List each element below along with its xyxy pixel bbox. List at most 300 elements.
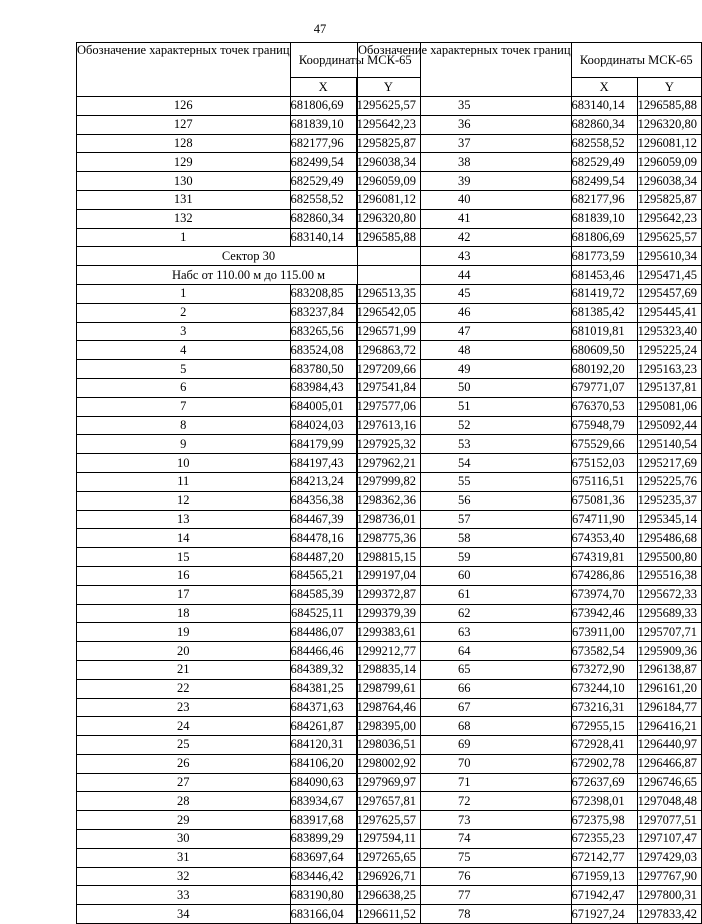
point-number-cell: 61 <box>358 585 572 604</box>
point-number-cell: 128 <box>77 134 291 153</box>
y-coordinate-cell: 1295457,69 <box>637 284 701 303</box>
point-number-cell: 40 <box>358 190 572 209</box>
y-coordinate-cell: 1298002,92 <box>356 754 420 773</box>
x-coordinate-cell: 682529,49 <box>571 153 637 172</box>
table-row <box>358 848 702 867</box>
point-number-cell: 19 <box>77 623 291 642</box>
x-coordinate-cell: 673216,31 <box>571 698 637 717</box>
point-number-cell: 37 <box>358 134 572 153</box>
point-number-cell: 15 <box>77 548 291 567</box>
y-coordinate-cell: 1298835,14 <box>356 660 420 679</box>
x-coordinate-cell: 684525,11 <box>290 604 356 623</box>
y-coordinate-cell: 1296038,34 <box>356 153 420 172</box>
y-coordinate-cell: 1295235,37 <box>637 491 701 510</box>
y-coordinate-cell: 1295500,80 <box>637 548 701 567</box>
x-coordinate-cell: 671927,24 <box>571 905 637 924</box>
x-coordinate-cell: 684120,31 <box>290 736 356 755</box>
point-number-cell: 36 <box>358 115 572 134</box>
table-row <box>358 811 702 830</box>
y-coordinate-cell: 1297833,42 <box>637 905 701 924</box>
y-coordinate-cell: 1295486,68 <box>637 529 701 548</box>
y-coordinate-cell: 1295642,23 <box>637 209 701 228</box>
x-coordinate-cell: 684389,32 <box>290 660 356 679</box>
y-coordinate-cell: 1296081,12 <box>637 134 701 153</box>
point-number-cell: 48 <box>358 341 572 360</box>
point-number-cell: 68 <box>358 717 572 736</box>
x-coordinate-cell: 682529,49 <box>290 172 356 191</box>
y-coordinate-cell: 1296320,80 <box>637 115 701 134</box>
x-coordinate-cell: 675116,51 <box>571 472 637 491</box>
y-coordinate-cell: 1295825,87 <box>356 134 420 153</box>
point-number-cell: 17 <box>77 585 291 604</box>
table-row <box>358 773 702 792</box>
point-number-cell: 70 <box>358 754 572 773</box>
x-coordinate-cell: 683446,42 <box>290 867 356 886</box>
x-coordinate-cell: 683190,80 <box>290 886 356 905</box>
y-coordinate-cell: 1295689,33 <box>637 604 701 623</box>
x-coordinate-cell: 683917,68 <box>290 811 356 830</box>
table-row <box>358 886 702 905</box>
table-row <box>358 867 702 886</box>
table-row <box>358 378 702 397</box>
x-coordinate-cell: 684371,63 <box>290 698 356 717</box>
point-number-cell: 52 <box>358 416 572 435</box>
coordinates-header: Координаты МСК-65 <box>290 43 421 78</box>
y-coordinate-cell: 1297999,82 <box>356 472 420 491</box>
x-coordinate-cell: 681019,81 <box>571 322 637 341</box>
x-coordinate-cell: 683140,14 <box>571 97 637 116</box>
y-coordinate-cell: 1298736,01 <box>356 510 420 529</box>
table-row <box>358 360 702 379</box>
y-coordinate-cell: 1295909,36 <box>637 642 701 661</box>
point-number-cell: 32 <box>77 867 291 886</box>
table-row <box>358 472 702 491</box>
y-coordinate-cell: 1296466,87 <box>637 754 701 773</box>
y-coordinate-cell: 1299383,61 <box>356 623 420 642</box>
point-number-cell: 127 <box>77 115 291 134</box>
x-coordinate-cell: 674353,40 <box>571 529 637 548</box>
table-row <box>358 97 702 116</box>
y-coordinate-cell: 1298775,36 <box>356 529 420 548</box>
point-number-cell: 1 <box>77 228 291 247</box>
x-coordinate-cell: 682558,52 <box>571 134 637 153</box>
point-number-cell: 74 <box>358 830 572 849</box>
x-coordinate-cell: 671959,13 <box>571 867 637 886</box>
y-coordinate-cell: 1295471,45 <box>637 266 701 285</box>
y-coordinate-cell: 1296863,72 <box>356 341 420 360</box>
x-coordinate-cell: 683237,84 <box>290 303 356 322</box>
point-number-cell: 42 <box>358 228 572 247</box>
point-number-cell: 73 <box>358 811 572 830</box>
point-number-cell: 77 <box>358 886 572 905</box>
point-number-cell: 41 <box>358 209 572 228</box>
y-coordinate-cell: 1295707,71 <box>637 623 701 642</box>
point-number-cell: 129 <box>77 153 291 172</box>
y-coordinate-cell: 1296638,25 <box>356 886 420 905</box>
x-coordinate-cell: 674286,86 <box>571 566 637 585</box>
x-coordinate-cell: 684024,03 <box>290 416 356 435</box>
y-coordinate-cell: 1296513,35 <box>356 284 420 303</box>
y-coordinate-cell: 1296926,71 <box>356 867 420 886</box>
point-number-cell: 22 <box>77 679 291 698</box>
point-number-cell: 71 <box>358 773 572 792</box>
point-number-cell: 12 <box>77 491 291 510</box>
y-coordinate-cell: 1297209,66 <box>356 360 420 379</box>
y-coordinate-cell: 1296038,34 <box>637 172 701 191</box>
point-number-cell: 131 <box>77 190 291 209</box>
point-number-cell: 78 <box>358 905 572 924</box>
section-label: Сектор 30 <box>77 247 421 266</box>
table-row <box>358 698 702 717</box>
x-coordinate-cell: 682499,54 <box>290 153 356 172</box>
point-number-cell: 6 <box>77 378 291 397</box>
x-coordinate-cell: 672375,98 <box>571 811 637 830</box>
point-number-cell: 63 <box>358 623 572 642</box>
y-column-header: Y <box>637 78 701 97</box>
point-number-cell: 3 <box>77 322 291 341</box>
point-number-cell: 76 <box>358 867 572 886</box>
y-coordinate-cell: 1296161,20 <box>637 679 701 698</box>
y-coordinate-cell: 1296081,12 <box>356 190 420 209</box>
table-row <box>358 190 702 209</box>
point-number-cell: 126 <box>77 97 291 116</box>
table-row <box>358 341 702 360</box>
point-number-cell: 34 <box>77 905 291 924</box>
x-coordinate-cell: 683780,50 <box>290 360 356 379</box>
y-coordinate-cell: 1295163,23 <box>637 360 701 379</box>
x-coordinate-cell: 673244,10 <box>571 679 637 698</box>
point-number-cell: 35 <box>358 97 572 116</box>
x-coordinate-cell: 683899,29 <box>290 830 356 849</box>
y-coordinate-cell: 1295445,41 <box>637 303 701 322</box>
y-coordinate-cell: 1297541,84 <box>356 378 420 397</box>
section-label: Набс от 110.00 м до 115.00 м <box>77 266 421 285</box>
x-coordinate-cell: 675948,79 <box>571 416 637 435</box>
point-number-cell: 29 <box>77 811 291 830</box>
y-coordinate-cell: 1296184,77 <box>637 698 701 717</box>
x-coordinate-cell: 684005,01 <box>290 397 356 416</box>
x-coordinate-cell: 684197,43 <box>290 454 356 473</box>
table-row <box>358 529 702 548</box>
x-coordinate-cell: 684487,20 <box>290 548 356 567</box>
y-coordinate-cell: 1296746,65 <box>637 773 701 792</box>
point-number-cell: 16 <box>77 566 291 585</box>
point-number-cell: 51 <box>358 397 572 416</box>
x-coordinate-cell: 682558,52 <box>290 190 356 209</box>
point-number-cell: 54 <box>358 454 572 473</box>
x-coordinate-cell: 684213,24 <box>290 472 356 491</box>
point-number-cell: 58 <box>358 529 572 548</box>
point-number-cell: 66 <box>358 679 572 698</box>
table-row <box>358 322 702 341</box>
x-coordinate-cell: 681839,10 <box>290 115 356 134</box>
x-coordinate-cell: 683265,56 <box>290 322 356 341</box>
table-row <box>358 172 702 191</box>
y-coordinate-cell: 1297577,06 <box>356 397 420 416</box>
point-number-cell: 65 <box>358 660 572 679</box>
point-number-cell: 67 <box>358 698 572 717</box>
point-number-cell: 45 <box>358 284 572 303</box>
point-number-cell: 23 <box>77 698 291 717</box>
point-number-cell: 2 <box>77 303 291 322</box>
y-coordinate-cell: 1295672,33 <box>637 585 701 604</box>
y-column-header: Y <box>356 78 420 97</box>
x-coordinate-cell: 681773,59 <box>571 247 637 266</box>
table-row <box>358 266 702 285</box>
y-coordinate-cell: 1297048,48 <box>637 792 701 811</box>
table-row <box>358 228 702 247</box>
x-coordinate-cell: 682177,96 <box>290 134 356 153</box>
point-number-cell: 4 <box>77 341 291 360</box>
y-coordinate-cell: 1298764,46 <box>356 698 420 717</box>
y-coordinate-cell: 1295610,34 <box>637 247 701 266</box>
y-coordinate-cell: 1297962,21 <box>356 454 420 473</box>
table-row <box>358 548 702 567</box>
table-row <box>358 209 702 228</box>
point-number-cell: 13 <box>77 510 291 529</box>
x-coordinate-cell: 684478,16 <box>290 529 356 548</box>
x-coordinate-cell: 679771,07 <box>571 378 637 397</box>
y-coordinate-cell: 1295225,76 <box>637 472 701 491</box>
table-row <box>358 660 702 679</box>
point-number-cell: 11 <box>77 472 291 491</box>
y-coordinate-cell: 1295323,40 <box>637 322 701 341</box>
point-number-cell: 59 <box>358 548 572 567</box>
x-coordinate-cell: 672902,78 <box>571 754 637 773</box>
x-column-header: X <box>290 78 356 97</box>
y-coordinate-cell: 1295092,44 <box>637 416 701 435</box>
x-coordinate-cell: 681806,69 <box>290 97 356 116</box>
point-number-cell: 38 <box>358 153 572 172</box>
point-number-cell: 44 <box>358 266 572 285</box>
y-coordinate-cell: 1295217,69 <box>637 454 701 473</box>
table-row <box>358 284 702 303</box>
y-coordinate-cell: 1297925,32 <box>356 435 420 454</box>
x-coordinate-cell: 681453,46 <box>571 266 637 285</box>
y-coordinate-cell: 1296416,21 <box>637 717 701 736</box>
y-coordinate-cell: 1296059,09 <box>637 153 701 172</box>
x-coordinate-cell: 682499,54 <box>571 172 637 191</box>
x-coordinate-cell: 684261,87 <box>290 717 356 736</box>
y-coordinate-cell: 1296542,05 <box>356 303 420 322</box>
point-number-cell: 55 <box>358 472 572 491</box>
y-coordinate-cell: 1297613,16 <box>356 416 420 435</box>
y-coordinate-cell: 1296059,09 <box>356 172 420 191</box>
x-coordinate-cell: 676370,53 <box>571 397 637 416</box>
y-coordinate-cell: 1295081,06 <box>637 397 701 416</box>
y-coordinate-cell: 1296585,88 <box>637 97 701 116</box>
x-coordinate-cell: 684486,07 <box>290 623 356 642</box>
point-number-cell: 56 <box>358 491 572 510</box>
x-coordinate-cell: 684106,20 <box>290 754 356 773</box>
table-row <box>358 679 702 698</box>
x-coordinate-cell: 673582,54 <box>571 642 637 661</box>
y-coordinate-cell: 1298799,61 <box>356 679 420 698</box>
point-number-cell: 14 <box>77 529 291 548</box>
point-number-cell: 43 <box>358 247 572 266</box>
table-row <box>358 754 702 773</box>
x-coordinate-cell: 684466,46 <box>290 642 356 661</box>
y-coordinate-cell: 1298395,00 <box>356 717 420 736</box>
x-coordinate-cell: 682177,96 <box>571 190 637 209</box>
point-number-cell: 49 <box>358 360 572 379</box>
y-coordinate-cell: 1298036,51 <box>356 736 420 755</box>
x-coordinate-cell: 674319,81 <box>571 548 637 567</box>
y-coordinate-cell: 1297657,81 <box>356 792 420 811</box>
y-coordinate-cell: 1295642,23 <box>356 115 420 134</box>
table-row <box>358 585 702 604</box>
point-number-cell: 64 <box>358 642 572 661</box>
point-number-cell: 75 <box>358 848 572 867</box>
table-row <box>358 397 702 416</box>
y-coordinate-cell: 1295140,54 <box>637 435 701 454</box>
point-number-cell: 60 <box>358 566 572 585</box>
x-coordinate-cell: 672142,77 <box>571 848 637 867</box>
point-number-cell: 5 <box>77 360 291 379</box>
table-row <box>358 510 702 529</box>
x-coordinate-cell: 673911,00 <box>571 623 637 642</box>
table-row <box>358 247 702 266</box>
x-coordinate-cell: 673942,46 <box>571 604 637 623</box>
x-coordinate-cell: 672398,01 <box>571 792 637 811</box>
x-coordinate-cell: 684467,39 <box>290 510 356 529</box>
y-coordinate-cell: 1297265,65 <box>356 848 420 867</box>
y-coordinate-cell: 1299212,77 <box>356 642 420 661</box>
x-coordinate-cell: 671942,47 <box>571 886 637 905</box>
point-number-cell: 8 <box>77 416 291 435</box>
x-coordinate-cell: 683524,08 <box>290 341 356 360</box>
table-row <box>358 717 702 736</box>
y-coordinate-cell: 1298362,36 <box>356 491 420 510</box>
y-coordinate-cell: 1299379,39 <box>356 604 420 623</box>
y-coordinate-cell: 1297107,47 <box>637 830 701 849</box>
point-number-cell: 39 <box>358 172 572 191</box>
x-coordinate-cell: 683934,67 <box>290 792 356 811</box>
y-coordinate-cell: 1298815,15 <box>356 548 420 567</box>
y-coordinate-cell: 1297767,90 <box>637 867 701 886</box>
x-coordinate-cell: 680609,50 <box>571 341 637 360</box>
point-number-cell: 7 <box>77 397 291 416</box>
x-coordinate-cell: 684179,99 <box>290 435 356 454</box>
x-coordinate-cell: 682860,34 <box>571 115 637 134</box>
y-coordinate-cell: 1299197,04 <box>356 566 420 585</box>
y-coordinate-cell: 1295345,14 <box>637 510 701 529</box>
y-coordinate-cell: 1296138,87 <box>637 660 701 679</box>
x-coordinate-cell: 675152,03 <box>571 454 637 473</box>
x-coordinate-cell: 675081,36 <box>571 491 637 510</box>
point-number-cell: 57 <box>358 510 572 529</box>
point-number-cell: 30 <box>77 830 291 849</box>
x-coordinate-cell: 683697,64 <box>290 848 356 867</box>
x-coordinate-cell: 681419,72 <box>571 284 637 303</box>
y-coordinate-cell: 1295225,24 <box>637 341 701 360</box>
point-designation-header: Обозначение характерных точек границ <box>358 43 572 97</box>
x-coordinate-cell: 681806,69 <box>571 228 637 247</box>
x-coordinate-cell: 683208,85 <box>290 284 356 303</box>
table-row <box>358 435 702 454</box>
y-coordinate-cell: 1296571,99 <box>356 322 420 341</box>
x-coordinate-cell: 683140,14 <box>290 228 356 247</box>
x-coordinate-cell: 673272,90 <box>571 660 637 679</box>
table-row <box>358 642 702 661</box>
point-number-cell: 69 <box>358 736 572 755</box>
point-number-cell: 53 <box>358 435 572 454</box>
point-number-cell: 62 <box>358 604 572 623</box>
point-number-cell: 20 <box>77 642 291 661</box>
y-coordinate-cell: 1299372,87 <box>356 585 420 604</box>
point-number-cell: 26 <box>77 754 291 773</box>
table-row <box>358 416 702 435</box>
x-coordinate-cell: 684381,25 <box>290 679 356 698</box>
x-coordinate-cell: 684585,39 <box>290 585 356 604</box>
point-number-cell: 18 <box>77 604 291 623</box>
point-number-cell: 10 <box>77 454 291 473</box>
point-number-cell: 24 <box>77 717 291 736</box>
table-row <box>358 623 702 642</box>
x-coordinate-cell: 682860,34 <box>290 209 356 228</box>
y-coordinate-cell: 1296440,97 <box>637 736 701 755</box>
y-coordinate-cell: 1295825,87 <box>637 190 701 209</box>
x-coordinate-cell: 683984,43 <box>290 378 356 397</box>
table-row <box>358 604 702 623</box>
point-number-cell: 27 <box>77 773 291 792</box>
point-number-cell: 47 <box>358 322 572 341</box>
x-coordinate-cell: 672355,23 <box>571 830 637 849</box>
y-coordinate-cell: 1296611,52 <box>356 905 420 924</box>
table-row <box>358 491 702 510</box>
table-row <box>358 830 702 849</box>
table-row <box>358 115 702 134</box>
y-coordinate-cell: 1297429,03 <box>637 848 701 867</box>
x-coordinate-cell: 672637,69 <box>571 773 637 792</box>
x-column-header: X <box>571 78 637 97</box>
y-coordinate-cell: 1297800,31 <box>637 886 701 905</box>
point-number-cell: 132 <box>77 209 291 228</box>
y-coordinate-cell: 1295625,57 <box>637 228 701 247</box>
x-coordinate-cell: 681385,42 <box>571 303 637 322</box>
y-coordinate-cell: 1296585,88 <box>356 228 420 247</box>
point-number-cell: 72 <box>358 792 572 811</box>
point-number-cell: 130 <box>77 172 291 191</box>
table-row <box>358 736 702 755</box>
table-row <box>358 566 702 585</box>
y-coordinate-cell: 1295137,81 <box>637 378 701 397</box>
table-row <box>358 905 702 924</box>
y-coordinate-cell: 1295625,57 <box>356 97 420 116</box>
x-coordinate-cell: 680192,20 <box>571 360 637 379</box>
x-coordinate-cell: 684356,38 <box>290 491 356 510</box>
coordinates-table-right <box>357 42 702 924</box>
point-designation-header: Обозначение характерных точек границ <box>77 43 291 97</box>
y-coordinate-cell: 1297969,97 <box>356 773 420 792</box>
table-row <box>358 454 702 473</box>
x-coordinate-cell: 684565,21 <box>290 566 356 585</box>
y-coordinate-cell: 1295516,38 <box>637 566 701 585</box>
coordinates-header: Координаты МСК-65 <box>571 43 702 78</box>
y-coordinate-cell: 1297077,51 <box>637 811 701 830</box>
page-number: 47 <box>313 22 327 36</box>
x-coordinate-cell: 674711,90 <box>571 510 637 529</box>
point-number-cell: 9 <box>77 435 291 454</box>
point-number-cell: 31 <box>77 848 291 867</box>
y-coordinate-cell: 1296320,80 <box>356 209 420 228</box>
x-coordinate-cell: 672955,15 <box>571 717 637 736</box>
point-number-cell: 28 <box>77 792 291 811</box>
point-number-cell: 46 <box>358 303 572 322</box>
table-row <box>358 303 702 322</box>
x-coordinate-cell: 684090,63 <box>290 773 356 792</box>
table-row <box>358 153 702 172</box>
